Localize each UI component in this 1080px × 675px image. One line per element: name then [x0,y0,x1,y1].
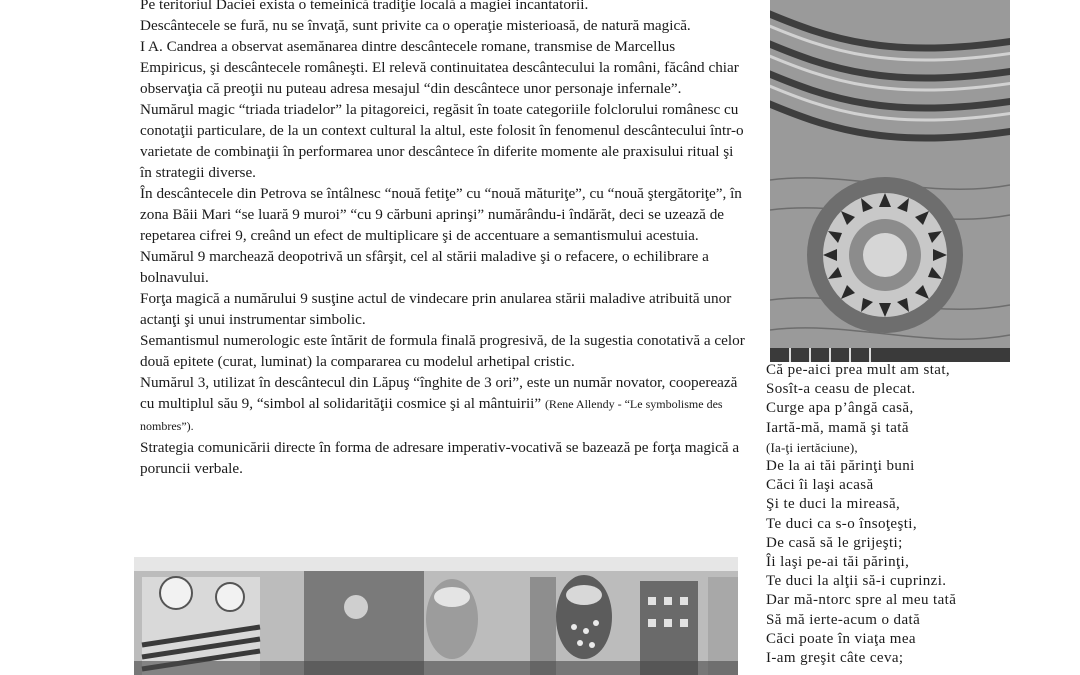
paragraph-9: Strategia comunicării directe în forma de adresare imperativ-vocativă se bazează pe forţa magică a poruncii verbale. [140,439,740,477]
paragraph-3: I A. Candrea a observat asemănarea dintre descântecele romane, transmise de Marcellus Empiricus, şi descântecele româneşti. El relevă continuitatea descântecului la români, făcând chiar observaţia că preoţii nu puteau adresa mesajul “din descântece unor personaje infernale”. [140,38,739,97]
poem-line: Curge apa p’ângă casă, [766,400,914,417]
paragraph-4: Numărul magic “triada triadelor” la pitagoreici, regăsit în toate categoriile folclorului românesc cu conotaţii particulare, de la un context cultural la altul, este folosit în fenomenul descântecului într-o varietate de combinaţii în performarea unor descântece în diferite momente ale praxisului ritual şi în strategii diverse. [140,101,744,181]
carved-wooden-beam-photo [770,0,1010,362]
citation: (Rene Allendy - “Le symbolisme des nombres”). [140,397,723,433]
paragraph-2: Descântecele se fură, nu se învaţă, sunt privite ca o operaţie misterioasă, de natură magică. [140,17,691,34]
poem-line: De casă să le grijeşti; [766,534,903,551]
poem-line: De la ai tăi părinţi buni [766,458,915,475]
paragraph-1: Pe teritoriul Daciei exista o temeinică tradiţie locală a magiei incantatorii. [140,0,589,13]
poem-line: Să mă ierte-acum o dată [766,611,921,628]
main-text-column [140,0,745,479]
paragraph-8 [140,372,745,437]
poem-line: Te duci la alţii să-i cuprinzi. [766,573,947,590]
paragraph-5: În descântecele din Petrova se întâlnesc “nouă fetiţe” cu “nouă măturiţe”, cu “nouă ştergătoriţe”, în zona Băii Mari “se luară 9 muroi” “cu 9 cărbuni aprinşi” numărându-i îndărăt, deci se uzează de repetarea cifrei 9, creând un efect de multiplicare şi de accentuare a semantismului acestuia. Numărul 9 marchează deopotrivă un sfârşit, cel al stării maladive şi o refacere, o echilibrare a bolnavului. [140,185,742,286]
poem-line: Îi laşi pe-ai tăi părinţi, [766,554,910,571]
embroidered-textiles-photo [134,557,738,675]
poem-line: Şi te duci la mireasă, [766,496,901,513]
poem-line: Te duci ca s-o însoţeşti, [766,515,917,532]
poem-line: Dar mă-ntorc spre al meu tată [766,592,957,609]
paragraph-6: Forţa magică a numărului 9 susţine actul de vindecare prin anularea stării maladive atribuită unor actanţi şi unui instrumentar simbolic. [140,290,732,328]
poem-verses [766,361,1066,668]
poem-line: Că pe-aici prea mult am stat, [766,362,951,378]
poem-line: Căci poate în viaţa mea [766,630,916,647]
poem-line: Sosît-a ceasu de plecat. [766,381,916,398]
paragraph-7: Semantismul numerologic este întărit de formula finală progresivă, de la sugestia conotativă a celor două epitete (curat, luminat) la compararea cu modelul arhetipal cristic. [140,332,745,370]
poem-line: (Ia-ţi iertăciune), [766,439,858,455]
poem-line: Căci îi laşi acasă [766,477,874,494]
paragraph-8-text: Numărul 3, utilizat în descântecul din Lăpuş “înghite de 3 ori”, este un număr novator, cooperează cu multiplul său 9, “simbol al solidarităţii cosmice şi al mântuirii” [140,374,738,412]
poem-line: Iartă-mă, mamă şi tată [766,419,909,436]
poem-line: I-am greşit câte ceva; [766,650,904,667]
